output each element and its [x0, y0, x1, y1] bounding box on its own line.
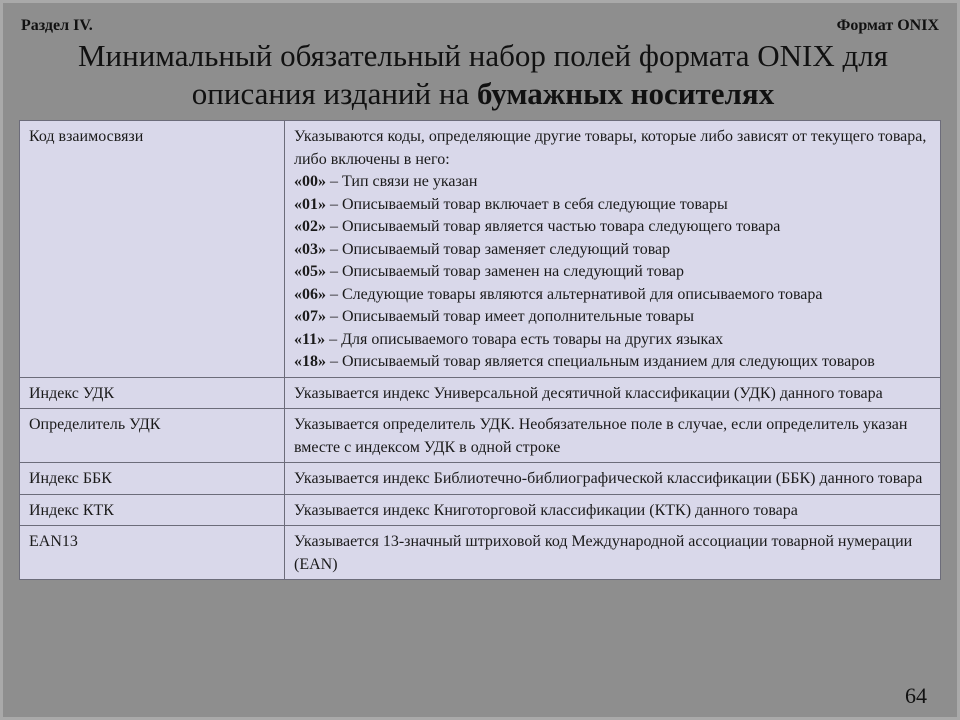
field-description: Указывается индекс Универсальной десятичной классификации (УДК) данного товара: [285, 377, 941, 409]
title-line-1: Минимальный обязательный набор полей формата ONIX для: [77, 38, 889, 73]
relation-code-item: [294, 351, 932, 374]
table-row: [20, 463, 941, 495]
table-row: [20, 494, 941, 526]
table-row: [20, 526, 941, 580]
relation-code: «03»: [294, 240, 326, 258]
relation-code-text: – Описываемый товар заменен на следующий товар: [326, 263, 685, 280]
relation-code-text: – Описываемый товар является специальным изданием для следующих товаров: [326, 353, 875, 370]
field-description: Указывается индекс Книготорговой классификации (КТК) данного товара: [285, 494, 941, 526]
relation-code-item: [294, 194, 932, 217]
relation-code: «18»: [294, 353, 326, 370]
slide-title: [43, 37, 923, 113]
relation-code: «02»: [294, 218, 326, 235]
relation-code-text: – Описываемый товар включает в себя следующие товары: [326, 195, 728, 213]
relation-code-text: – Следующие товары являются альтернативой для описываемого товара: [326, 285, 823, 303]
field-description: Указывается индекс Библиотечно-библиографической классификации (ББК) данного товара: [285, 463, 941, 495]
fields-table: [19, 120, 941, 580]
field-name: Индекс КТК: [20, 494, 285, 526]
relation-code-text: – Тип связи не указан: [326, 173, 478, 190]
relation-code-item: [294, 216, 932, 239]
relation-code: «07»: [294, 308, 326, 325]
page-number: 64: [905, 683, 927, 708]
field-name: EAN13: [20, 526, 285, 580]
section-label: Раздел IV.: [21, 17, 93, 34]
relation-code-text: – Для описываемого товара есть товары на других языках: [325, 330, 724, 348]
field-description: Указывается 13-значный штриховой код Международной ассоциации товарной нумерации (EAN): [285, 526, 941, 580]
relation-code-item: [294, 306, 932, 329]
relation-code: «00»: [294, 173, 326, 190]
table-row: [20, 409, 941, 463]
field-name: Индекс УДК: [20, 377, 285, 409]
format-label: Формат ONIX: [836, 17, 939, 34]
table-row: [20, 121, 941, 378]
field-name: Индекс ББК: [20, 463, 285, 495]
field-name: Код взаимосвязи: [20, 121, 285, 378]
relation-code-item: [294, 261, 932, 284]
field-name: Определитель УДК: [20, 409, 285, 463]
relation-code-text: – Описываемый товар является частью товара следующего товара: [326, 218, 781, 235]
relation-code: «01»: [294, 195, 326, 213]
title-line-2-bold: бумажных носителях: [476, 76, 775, 111]
relation-code-item: [294, 284, 932, 307]
field-description: Указывается определитель УДК. Необязательное поле в случае, если определитель указан вместе с индексом УДК в одной строке: [285, 409, 941, 463]
title-line-2: [43, 75, 923, 113]
title-line-2-plain: описания изданий на: [191, 76, 477, 111]
relation-code-text: – Описываемый товар заменяет следующий товар: [326, 240, 671, 258]
field-description: [285, 121, 941, 378]
relation-code-item: [294, 171, 932, 194]
relation-code: «11»: [294, 330, 326, 348]
relation-code-text: – Описываемый товар имеет дополнительные товары: [326, 308, 694, 325]
relation-code: «05»: [294, 263, 326, 280]
relation-code-item: [294, 329, 932, 352]
relation-code: «06»: [294, 285, 326, 303]
relation-code-item: [294, 239, 932, 262]
table-row: [20, 377, 941, 409]
relation-intro: Указываются коды, определяющие другие товары, которые либо зависят от текущего товара, либо включены в него:: [294, 128, 927, 168]
